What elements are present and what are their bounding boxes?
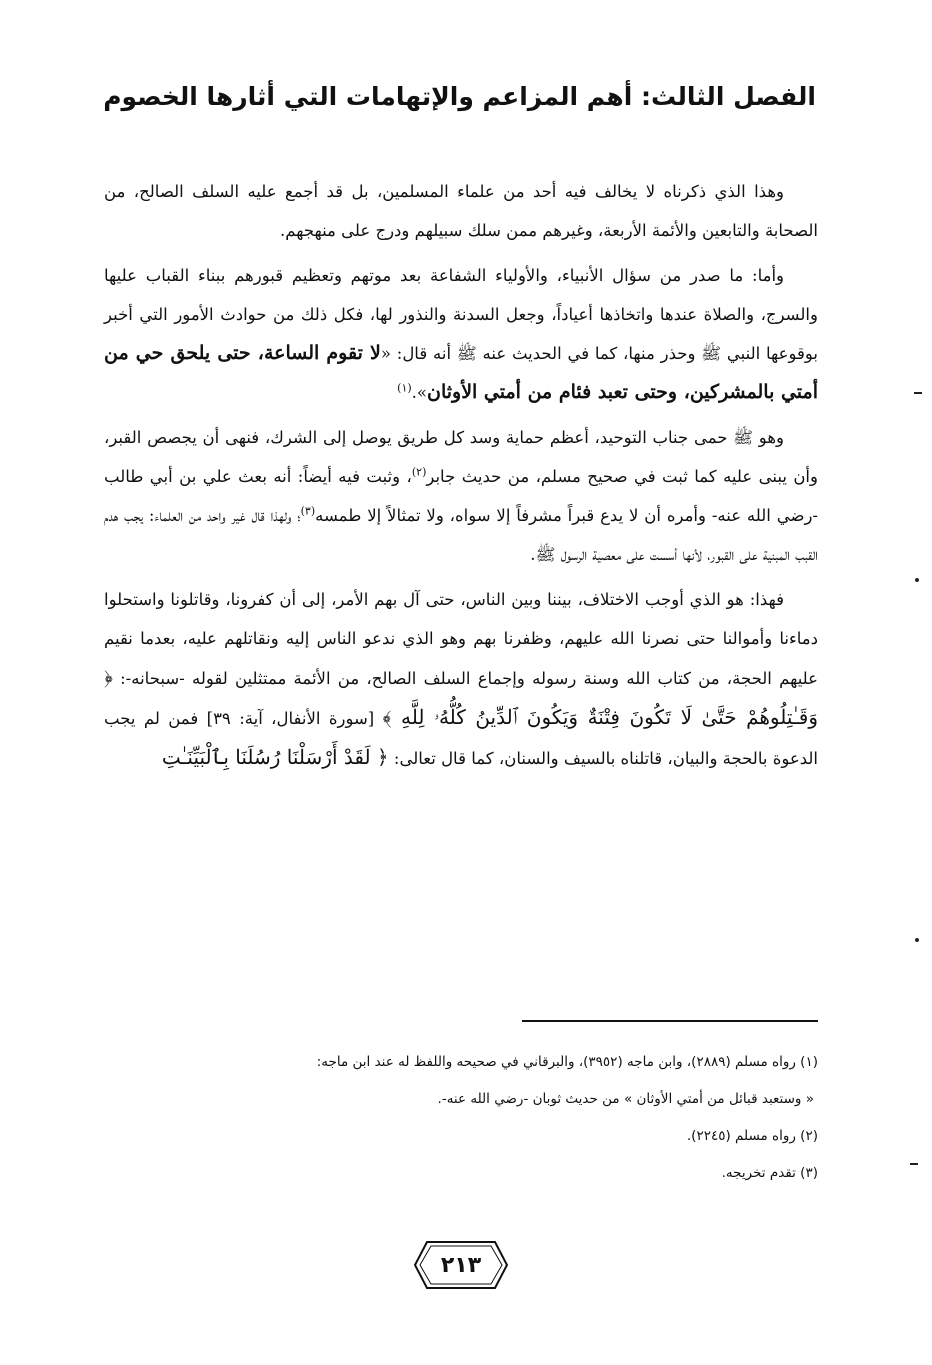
margin-mark: [914, 392, 922, 394]
paragraph-4: [104, 580, 818, 778]
page-number-badge: [413, 1238, 509, 1292]
paragraph-3-part-c: ؛ ولهذا قال غير واحد من العلماء: يجب هدم القبب المبنية على القبور، لأنها أسست على معصية الرسول ﷺ.: [104, 506, 818, 564]
footnote-ref-3: (٣): [300, 504, 316, 518]
footnote-2: (٢) رواه مسلم (٢٢٤٥).: [686, 1128, 818, 1144]
footnote-1-line-1: (١) رواه مسلم (٢٨٨٩)، وابن ماجه (٣٩٥٢)، والبرقاني في صحيحه واللفظ له عند ابن ماجه:: [316, 1054, 818, 1070]
quran-verse-2: ﴿ لَقَدْ أَرْسَلْنَا رُسُلَنَا بِٱلْبَيِّنَـٰتِ: [161, 745, 389, 769]
paragraph-1-text: وهذا الذي ذكرناه لا يخالف فيه أحد من علماء المسلمين، بل قد أجمع عليه السلف الصالح، من الصحابة والتابعين والأئمة الأربعة، وغيرهم ممن سلك سبيلهم ودرج على منهجهم.: [104, 182, 818, 240]
margin-mark: [910, 1163, 918, 1165]
hadith-text: لا تقوم الساعة، حتى يلحق حي من أمتي بالمشركين، وحتى تعبد فئام من أمتي الأوثان: [104, 342, 818, 403]
footnote-1-line-2: « وستعبد قبائل من أمتي الأوثان » من حديث ثوبان -رضي الله عنه-.: [437, 1091, 814, 1107]
main-text: [104, 172, 818, 784]
chapter-title: الفصل الثالث: أهم المزاعم والإتهامات التي أثارها الخصوم: [103, 82, 816, 111]
paragraph-4-part-b: [سورة الأنفال، آية: ٣٩] فمن لم يجب الدعوة بالحجة والبيان، قاتلناه بالسيف والسنان، كما قال تعالى:: [104, 709, 818, 768]
footnote-separator: [522, 1020, 818, 1022]
paragraph-1: [104, 172, 818, 250]
margin-dot: [915, 938, 919, 942]
running-header: [104, 76, 816, 112]
quran-verse-1: ﴿ وَقَـٰتِلُوهُمْ حَتَّىٰ لَا تَكُونَ فِتْنَةٌ وَيَكُونَ ٱلدِّينُ كُلُّهُۥ لِلَّهِ ﴾: [104, 665, 818, 729]
footnotes: [104, 1044, 818, 1192]
page-number: ٢١٣: [440, 1252, 482, 1278]
footnote-3: (٣) تقدم تخريجه.: [721, 1165, 818, 1181]
paragraph-3: [104, 418, 818, 574]
paragraph-4-part-a: فهذا: هو الذي أوجب الاختلاف، بيننا وبين الناس، حتى آل بهم الأمر، إلى أن كفرونا، وقاتلونا واستحلوا دماءنا وأموالنا حتى نصرنا الله عليهم، وظفرنا بهم وهو الذي ندعو الناس إليه ونقاتلهم عليه، بعدما نقيم عليهم الحجة، من كتاب الله وسنة رسوله وإجماع السلف الصالح، من الأئمة ممتثلين لقوله -سبحانه-:: [104, 590, 818, 688]
margin-dot: [915, 578, 919, 582]
hadith-close: ».: [411, 383, 427, 402]
paragraph-3-part-a: وهو ﷺ حمى جناب التوحيد، أعظم حماية وسد كل طريق يوصل إلى الشرك، فنهى أن يجصص القبر، وأن يبنى عليه كما ثبت في صحيح مسلم، من حديث جابر: [104, 428, 818, 486]
paragraph-2: [104, 256, 818, 412]
footnote-ref-1: (١): [397, 381, 412, 395]
paragraph-3-part-b: ، وثبت فيه أيضاً: أنه بعث علي بن أبي طالب -رضي الله عنه- وأمره أن لا يدع قبراً مشرفاً إلا سواه، ولا تمثالاً إلا طمسه: [104, 467, 819, 525]
paragraph-2-intro: وأما: ما صدر من سؤال الأنبياء، والأولياء الشفاعة بعد موتهم وتعظيم قبورهم ببناء القباب عليها والسرج، والصلاة عندها واتخاذها أعياداً، وجعل السدنة والنذور لها، فكل ذلك من حوادث الأمور التي أخبر بوقوعها النبي ﷺ وحذر منها، كما في الحديث عنه ﷺ أنه قال: «: [104, 266, 818, 363]
footnote-ref-2: (٢): [411, 465, 427, 479]
